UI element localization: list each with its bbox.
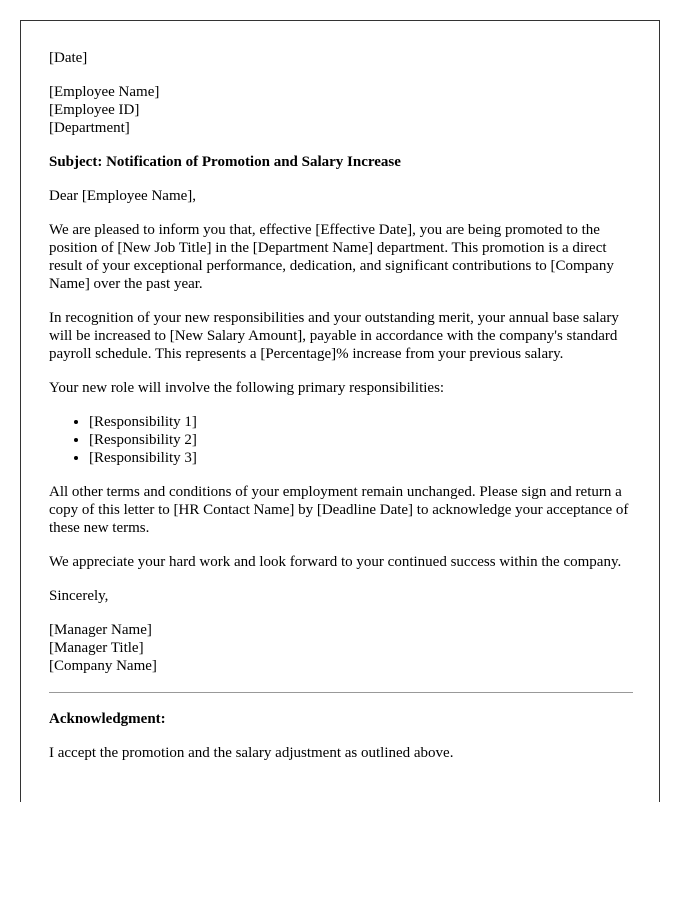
letter-page — [20, 20, 660, 802]
employee-department: [Department] — [49, 120, 130, 136]
section-divider — [49, 692, 633, 693]
signature-block — [49, 621, 639, 675]
responsibility-item: • [Responsibility 2] — [89, 431, 639, 449]
responsibility-item: • [Responsibility 3] — [89, 449, 639, 467]
acknowledgment-heading: Acknowledgment: — [49, 711, 166, 727]
responsibilities-intro: Your new role will involve the following primary responsibilities: — [49, 380, 445, 396]
responsibility-item: • [Responsibility 1] — [89, 413, 639, 431]
company-name: [Company Name] — [49, 658, 157, 674]
letter-subject: Subject: Notification of Promotion and Salary Increase — [49, 154, 401, 170]
responsibilities-list — [49, 413, 639, 467]
terms-paragraph: All other terms and conditions of your employment remain unchanged. Please sign and return a copy of this letter to [HR Contact Name] by [Deadline Date] to acknowledge your acceptance of these new terms. — [49, 484, 629, 536]
letter-date: [Date] — [49, 50, 88, 66]
acknowledgment-text: I accept the promotion and the salary adjustment as outlined above. — [49, 745, 454, 761]
manager-name: [Manager Name] — [49, 622, 152, 638]
manager-title: [Manager Title] — [49, 640, 144, 656]
letter-closing: Sincerely, — [49, 588, 109, 604]
employee-id: [Employee ID] — [49, 102, 140, 118]
employee-name: [Employee Name] — [49, 84, 160, 100]
letter-salutation: Dear [Employee Name], — [49, 188, 197, 204]
appreciation-paragraph: We appreciate your hard work and look forward to your continued success within the company. — [49, 554, 622, 570]
letter-body — [49, 49, 639, 778]
recipient-block — [49, 83, 639, 137]
promotion-paragraph: We are pleased to inform you that, effective [Effective Date], you are being promoted to the position of [New Job Title] in the [Department Name] department. This promotion is a direct result of your exceptional performance, dedication, and significant contributions to [Company Name] over the past year. — [49, 222, 614, 292]
salary-paragraph: In recognition of your new responsibilities and your outstanding merit, your annual base salary will be increased to [New Salary Amount], payable in accordance with the company's standard payroll schedule. This represents a [Percentage]% increase from your previous salary. — [49, 310, 619, 362]
